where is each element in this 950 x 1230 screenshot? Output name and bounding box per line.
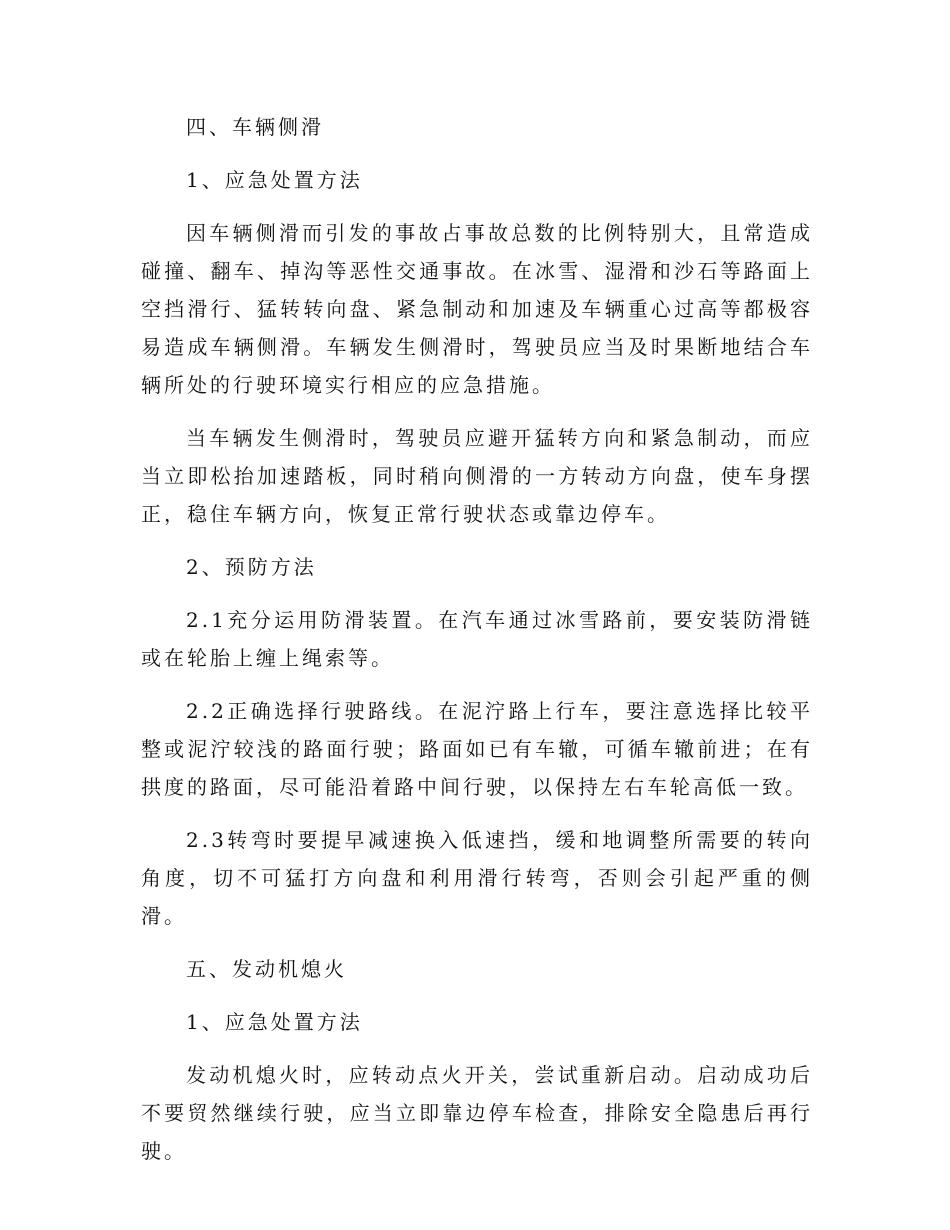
section-heading-vehicle-skid: 四、车辆侧滑	[186, 115, 324, 139]
paragraph-skid-causes: 因车辆侧滑而引发的事故占事故总数的比例特别大，且常造成碰撞、翻车、掉沟等恶性交通事故。在冰雪、湿滑和沙石等路面上空挡滑行、猛转转向盘、紧急制动和加速及车辆重心过高等都极容易造成车辆侧滑。车辆发生侧滑时，驾驶员应当及时果断地结合车辆所处的行驶环境实行相应的应急措施。	[141, 221, 813, 397]
paragraph-prevention-2-3: 2.3转弯时要提早减速换入低速挡，缓和地调整所需要的转向角度，切不可猛打方向盘和利用滑行转弯，否则会引起严重的侧滑。	[141, 828, 813, 928]
paragraph-engine-stall-response: 发动机熄火时，应转动点火开关，尝试重新启动。启动成功后不要贸然继续行驶，应当立即靠边停车检查，排除安全隐患后再行驶。	[141, 1063, 813, 1163]
paragraph-skid-response: 当车辆发生侧滑时，驾驶员应避开猛转方向和紧急制动，而应当立即松抬加速踏板，同时稍向侧滑的一方转动方向盘，使车身摆正，稳住车辆方向，恢复正常行驶状态或靠边停车。	[141, 426, 813, 526]
subheading-emergency-method-2: 1、应急处置方法	[186, 1010, 363, 1034]
document-page	[141, 108, 813, 1185]
paragraph-prevention-2-1: 2.1充分运用防滑装置。在汽车通过冰雪路前，要安装防滑链或在轮胎上缠上绳索等。	[141, 608, 813, 670]
section-heading-engine-stall: 五、发动机熄火	[186, 957, 347, 981]
subheading-prevention-method: 2、预防方法	[186, 555, 317, 579]
subheading-emergency-method: 1、应急处置方法	[186, 168, 363, 192]
paragraph-prevention-2-2: 2.2正确选择行驶路线。在泥泞路上行车，要注意选择比较平整或泥泞较浅的路面行驶；路面如已有车辙，可循车辙前进；在有拱度的路面，尽可能沿着路中间行驶，以保持左右车轮高低一致。	[141, 699, 813, 799]
